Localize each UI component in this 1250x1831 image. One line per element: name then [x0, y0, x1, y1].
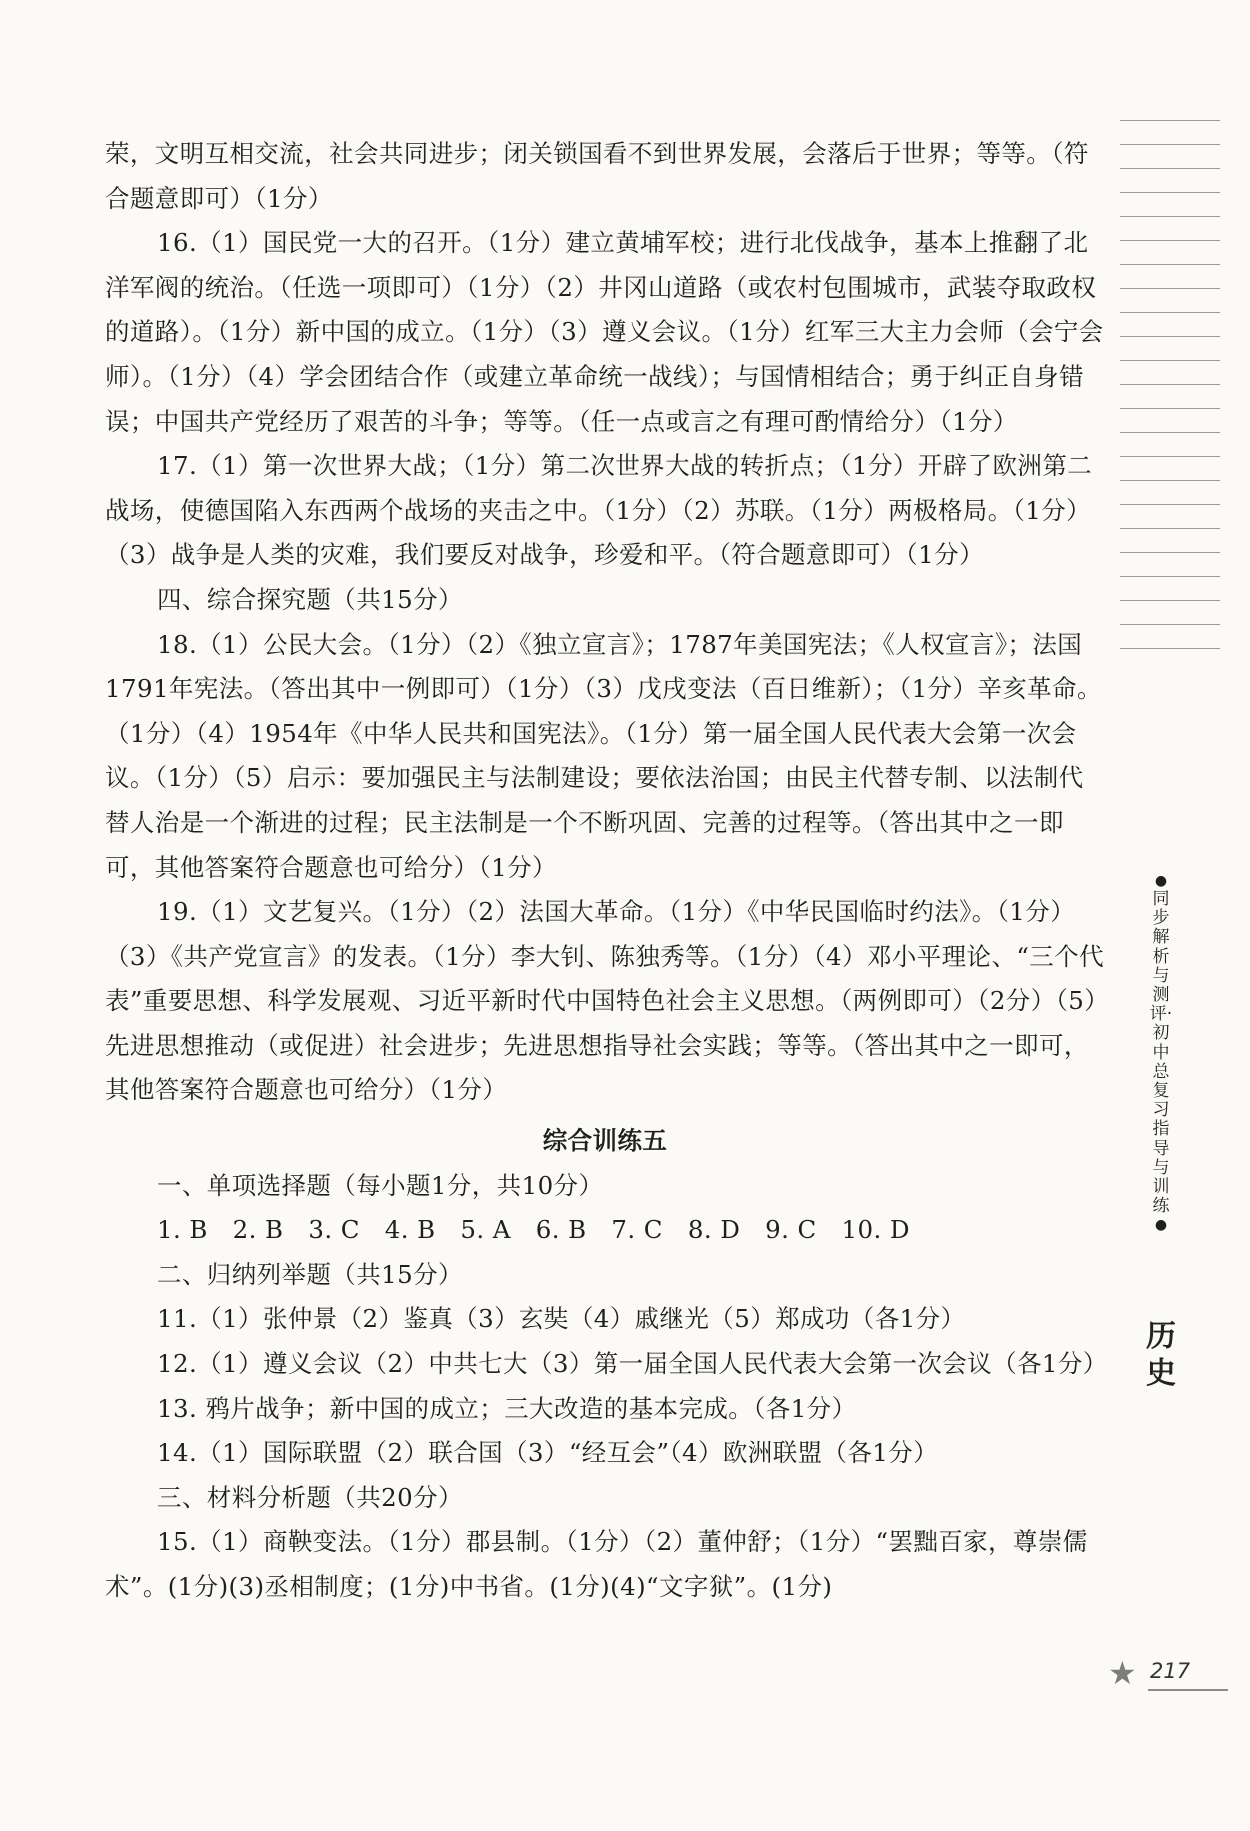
section-heading-1: 一、单项选择题（每小题1分，共10分）: [157, 1170, 604, 1200]
answer-19: 19.（1）文艺复兴。（1分）（2）法国大革命。（1分）《中华民国临时约法》。（1分）（3）《共产党宣言》的发表。（1分）李大钊、陈独秀等。（1分）（4）邓小平理论、“三个代表”重要思想、科学发展观、习近平新时代中国特色社会主义思想。（两例即可）（2分）（5）先进思想推动（或促进）社会进步；先进思想指导社会实践；等等。（答出其中之一即可，其他答案符合题意也可给分）（1分）: [105, 897, 1104, 1105]
section-heading-4: 四、综合探究题（共15分）: [157, 584, 463, 614]
page-footer: [1108, 1655, 1228, 1695]
footer-rule: [1148, 1689, 1228, 1691]
exercise-title: 综合训练五: [542, 1126, 668, 1156]
section-heading-2: 二、归纳列举题（共15分）: [157, 1259, 463, 1289]
answer-15: 15.（1）商鞅变法。（1分）郡县制。（1分）（2）董仲舒；（1分）“罢黜百家，尊崇儒术”。(1分)(3)丞相制度；(1分)中书省。(1分)(4)“文字狱”。(1分): [105, 1527, 1088, 1601]
star-icon: ★: [1108, 1654, 1137, 1692]
series-title-vertical: [1147, 872, 1175, 1234]
answer-content: [105, 132, 1108, 1610]
answer-12: 12.（1）遵义会议（2）中共七大（3）第一届全国人民代表大会第一次会议（各1分）: [157, 1349, 1108, 1379]
answer-17: 17.（1）第一次世界大战；（1分）第二次世界大战的转折点；（1分）开辟了欧洲第二战场，使德国陷入东西两个战场的夹击之中。（1分）（2）苏联。（1分）两极格局。（1分）（3）战争是人类的灾难，我们要反对战争，珍爱和平。（符合题意即可）（1分）: [105, 451, 1093, 570]
series-title: 同步解析与测评·初中总复习指导与训练: [1149, 889, 1173, 1217]
bullet-icon: ●: [1154, 873, 1168, 889]
paragraph: 荣，文明互相交流，社会共同进步；闭关锁国看不到世界发展，会落后于世界；等等。（符合题意即可）（1分）: [105, 139, 1089, 213]
choice-answers: 1. B 2. B 3. C 4. B 5. A 6. B 7. C 8. D 9. C 10. D: [157, 1215, 910, 1245]
margin-ruled-lines: [1120, 120, 1220, 672]
answer-13: 13. 鸦片战争；新中国的成立；三大改造的基本完成。（各1分）: [157, 1393, 857, 1423]
answer-11: 11.（1）张仲景（2）鉴真（3）玄奘（4）戚继光（5）郑成功（各1分）: [157, 1304, 966, 1334]
answer-16: 16.（1）国民党一大的召开。（1分）建立黄埔军校；进行北伐战争，基本上推翻了北洋军阀的统治。（任选一项即可）（1分）（2）井冈山道路（或农村包围城市，武装夺取政权的道路）。（1分）新中国的成立。（1分）（3）遵义会议。（1分）红军三大主力会师（会宁会师）。（1分）（4）学会团结合作（或建立革命统一战线）；与国情相结合；勇于纠正自身错误；中国共产党经历了艰苦的斗争；等等。（任一点或言之有理可酌情给分）（1分）: [105, 228, 1104, 436]
answer-18: 18.（1）公民大会。（1分）（2）《独立宣言》；1787年美国宪法；《人权宣言》；法国1791年宪法。（答出其中一例即可）（1分）（3）戊戌变法（百日维新）；（1分）辛亥革命。（1分）（4）1954年《中华人民共和国宪法》。（1分）第一届全国人民代表大会第一次会议。（1分）（5）启示：要加强民主与法制建设；要依法治国；由民主代替专制、以法制代替人治是一个渐进的过程；民主法制是一个不断巩固、完善的过程等。（答出其中之一即可，其他答案符合题意也可给分）（1分）: [105, 629, 1102, 882]
section-heading-3: 三、材料分析题（共20分）: [157, 1482, 463, 1512]
subject-label: 历史: [1146, 1319, 1176, 1391]
bullet-icon: ●: [1154, 1217, 1168, 1234]
page-number: 217: [1150, 1659, 1191, 1683]
answer-14: 14.（1）国际联盟（2）联合国（3）“经互会”（4）欧洲联盟（各1分）: [157, 1438, 939, 1468]
